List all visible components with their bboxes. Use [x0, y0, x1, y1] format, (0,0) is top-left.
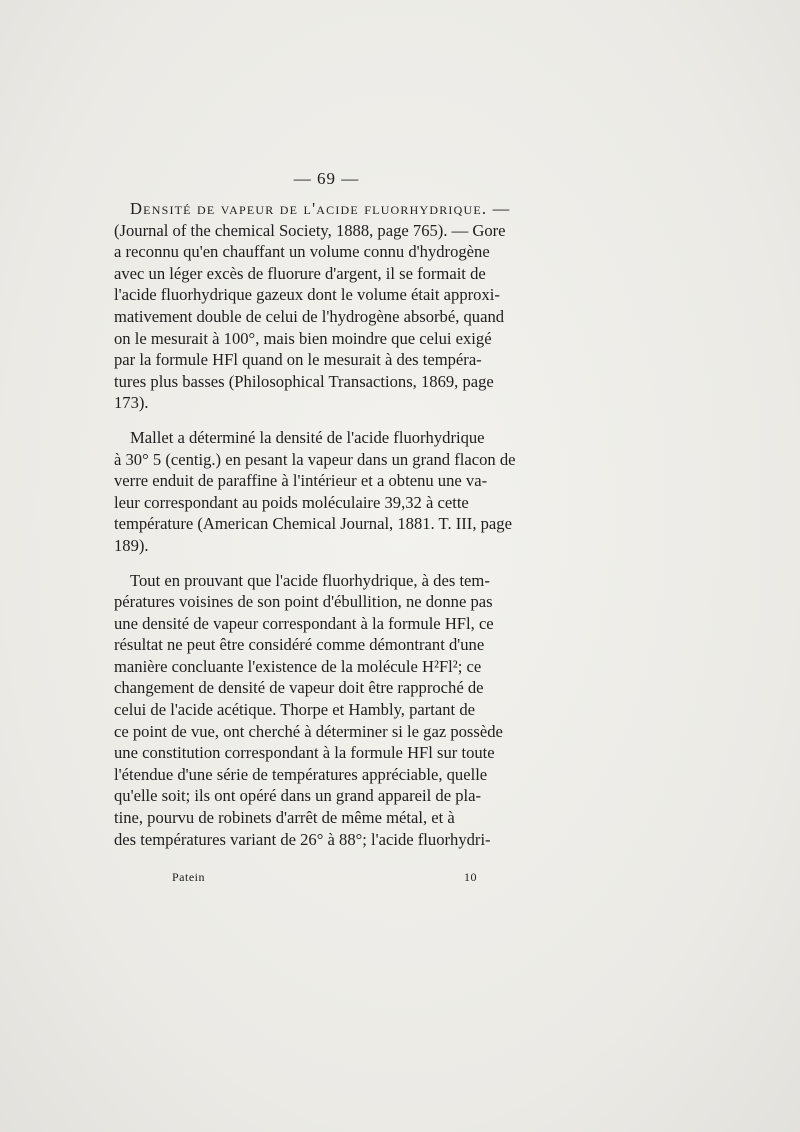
- citation-line: (Journal of the chemical Society, 1888, page 765). — Gore: [114, 220, 506, 240]
- text-block: [114, 168, 539, 850]
- text-line: des températures variant de 26° à 88°; l'acide fluorhydri-: [114, 829, 491, 849]
- text-line: qu'elle soit; ils ont opéré dans un grand appareil de pla-: [114, 786, 482, 806]
- text-line: avec un léger excès de fluorure d'argent, il se formait de: [114, 263, 486, 283]
- text-line: manière concluante l'existence de la molécule H²Fl²; ce: [114, 656, 482, 676]
- text-line: tures plus basses (Philosophical Transactions, 1869, page: [114, 371, 494, 391]
- text-line: résultat ne peut être considéré comme démontrant d'une: [114, 635, 485, 655]
- text-line: une densité de vapeur correspondant à la formule HFl, ce: [114, 613, 494, 633]
- text-line: mativement double de celui de l'hydrogène absorbé, quand: [114, 306, 505, 326]
- text-line: une constitution correspondant à la formule HFl sur toute: [114, 743, 495, 763]
- text-line: Mallet a déterminé la densité de l'acide fluorhydrique: [130, 427, 485, 447]
- text-line: l'acide fluorhydrique gazeux dont le volume était approxi-: [114, 285, 500, 305]
- text-line: tine, pourvu de robinets d'arrêt de même métal, et à: [114, 808, 455, 828]
- text-line: on le mesurait à 100°, mais bien moindre que celui exigé: [114, 328, 492, 348]
- text-line: 189).: [114, 535, 149, 555]
- text-line: a reconnu qu'en chauffant un volume connu d'hydrogène: [114, 242, 490, 262]
- footer-author: Patein: [172, 870, 205, 884]
- text-line: changement de densité de vapeur doit être rapproché de: [114, 678, 484, 698]
- text-line: température (American Chemical Journal, 1881. T. III, page: [114, 514, 512, 534]
- text-line: 173).: [114, 393, 149, 413]
- footer-signature-number: 10: [464, 870, 477, 884]
- text-line: Tout en prouvant que l'acide fluorhydrique, à des tem-: [130, 570, 490, 590]
- text-line: leur correspondant au poids moléculaire 39,32 à cette: [114, 492, 469, 512]
- text-line: à 30° 5 (centig.) en pesant la vapeur dans un grand flacon de: [114, 449, 516, 469]
- text-line: ce point de vue, ont cherché à déterminer si le gaz possède: [114, 721, 503, 741]
- text-line: par la formule HFl quand on le mesurait à des tempéra-: [114, 350, 482, 370]
- section-heading: Densité de vapeur de l'acide fluorhydrique. —: [130, 199, 511, 218]
- paragraph-1: [114, 198, 539, 414]
- text-line: l'étendue d'une série de températures appréciable, quelle: [114, 764, 488, 784]
- text-line: pératures voisines de son point d'ébullition, ne donne pas: [114, 592, 493, 612]
- paragraph-3: [114, 570, 539, 851]
- text-line: verre enduit de paraffine à l'intérieur et a obtenu une va-: [114, 471, 488, 491]
- paragraph-2: [114, 427, 539, 557]
- page-number: — 69 —: [293, 169, 360, 188]
- text-line: celui de l'acide acétique. Thorpe et Hambly, partant de: [114, 700, 475, 720]
